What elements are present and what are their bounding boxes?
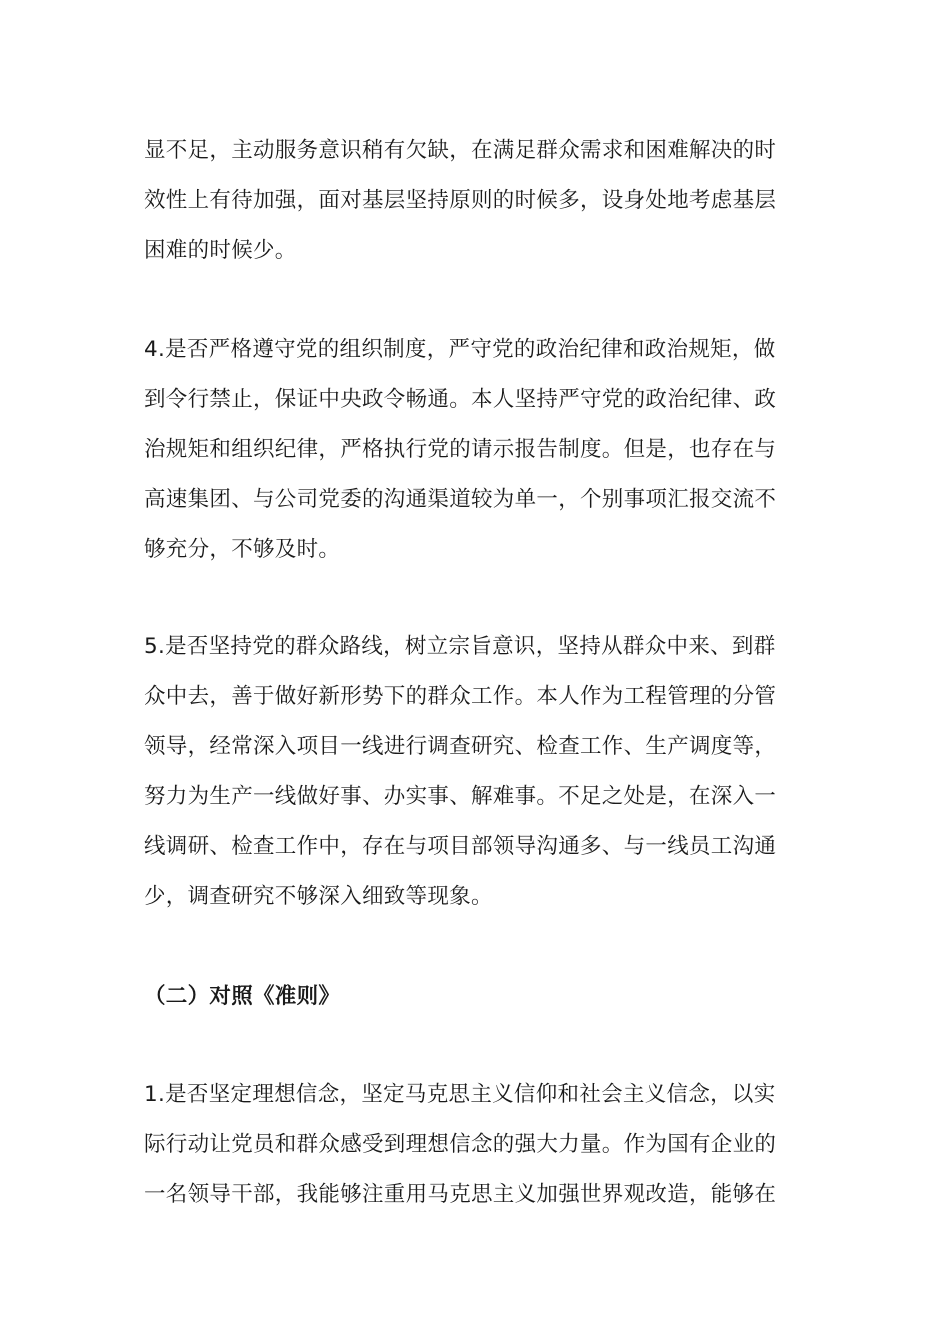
paragraph-line: 治规矩和组织纪律，严格执行党的请示报告制度。但是，也存在与 [144, 437, 777, 462]
paragraph-line: 1.是否坚定理想信念，坚定马克思主义信仰和社会主义信念，以实 [144, 1082, 776, 1107]
paragraph-line: 努力为生产一线做好事、办实事、解难事。不足之处是，在深入一 [144, 784, 777, 809]
paragraph-line: 4.是否严格遵守党的组织制度，严守党的政治纪律和政治规矩，做 [144, 337, 776, 362]
paragraph-line: 一名领导干部，我能够注重用马克思主义加强世界观改造，能够在 [144, 1182, 777, 1207]
section-heading: （二）对照《准则》 [144, 984, 341, 1009]
paragraph-line: 线调研、检查工作中，存在与项目部领导沟通多、与一线员工沟通 [144, 834, 777, 859]
paragraph-line: 显不足，主动服务意识稍有欠缺，在满足群众需求和困难解决的时 [144, 138, 777, 163]
paragraph-item-4 [144, 325, 796, 575]
paragraph-item-5 [144, 622, 796, 922]
paragraph-line: 际行动让党员和群众感受到理想信念的强大力量。作为国有企业的 [144, 1132, 777, 1157]
paragraph-line: 效性上有待加强，面对基层坚持原则的时候多，设身处地考虑基层 [144, 188, 777, 213]
paragraph-line: 少，调查研究不够深入细致等现象。 [144, 884, 493, 909]
paragraph-line: 困难的时候少。 [144, 238, 297, 263]
paragraph-continued [144, 126, 796, 276]
paragraph-line: 高速集团、与公司党委的沟通渠道较为单一，个别事项汇报交流不 [144, 487, 777, 512]
paragraph-norm-1 [144, 1070, 796, 1220]
paragraph-line: 领导，经常深入项目一线进行调查研究、检查工作、生产调度等， [144, 734, 777, 759]
paragraph-line: 5.是否坚持党的群众路线，树立宗旨意识，坚持从群众中来、到群 [144, 634, 776, 659]
paragraph-line: 够充分，不够及时。 [144, 537, 341, 562]
paragraph-line: 到令行禁止，保证中央政令畅通。本人坚持严守党的政治纪律、政 [144, 387, 777, 412]
paragraph-line: 众中去，善于做好新形势下的群众工作。本人作为工程管理的分管 [144, 684, 777, 709]
